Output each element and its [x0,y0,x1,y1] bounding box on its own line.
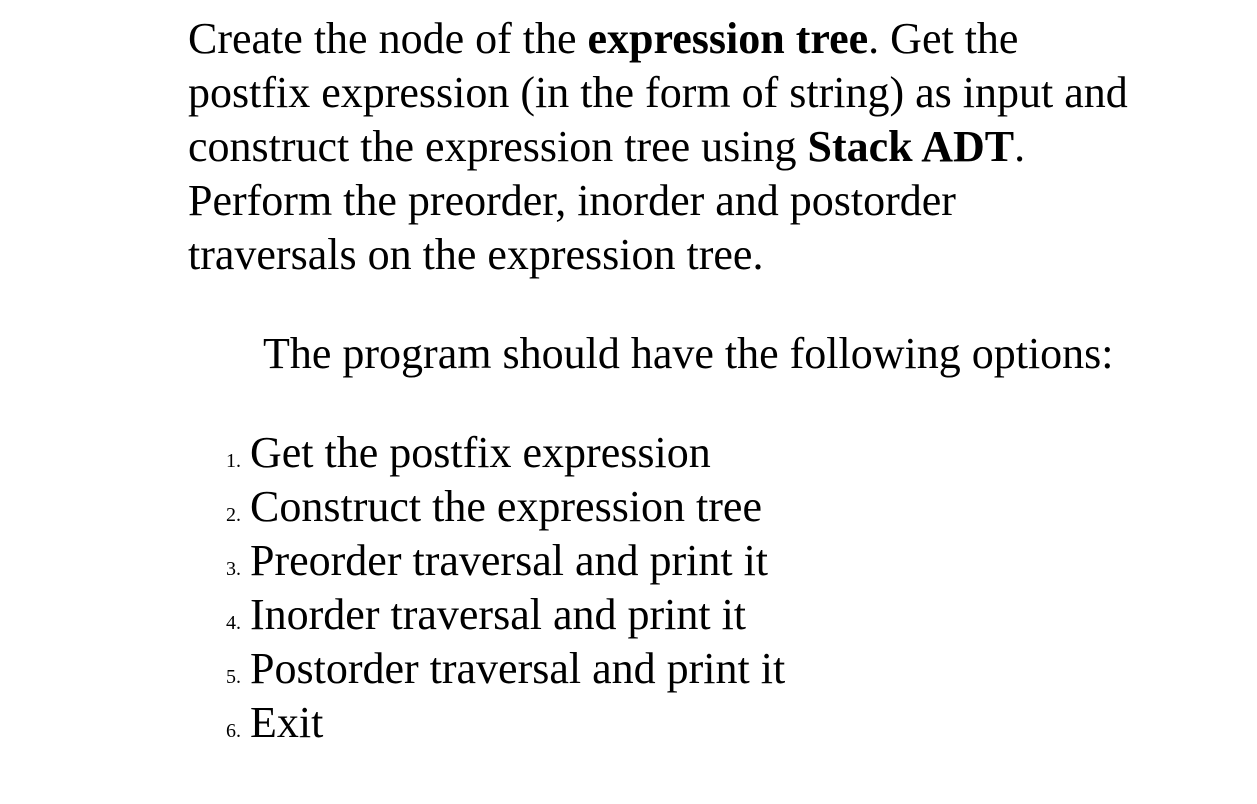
list-item [226,480,785,534]
paragraph-line-4: Perform the preorder, inorder and postorder [188,176,956,225]
instructions-paragraph [188,12,1228,282]
line-3-text-before: construct the expression tree using [188,122,808,171]
option-text: Exit [250,698,324,747]
stack-adt-term: Stack ADT [807,122,1015,171]
option-text: Preorder traversal and print it [250,536,769,585]
list-item [226,696,785,750]
option-number: 3. [226,558,241,580]
line-1-text-after: . Get the [868,14,1019,63]
line-1-text-before: Create the node of the [188,14,588,63]
list-item [226,426,785,480]
option-number: 6. [226,720,241,742]
options-heading: The program should have the following options: [263,329,1114,378]
option-number: 2. [226,504,241,526]
option-text: Get the postfix expression [250,428,711,477]
option-number: 5. [226,666,241,688]
list-item [226,642,785,696]
option-text: Construct the expression tree [250,482,762,531]
line-3-text-after: . [1014,122,1026,171]
paragraph-line-1 [188,12,1228,66]
paragraph-line-2: postfix expression (in the form of string) as input and [188,68,1128,117]
option-text: Inorder traversal and print it [250,590,747,639]
paragraph-line-3 [188,120,1228,174]
option-text: Postorder traversal and print it [250,644,786,693]
expression-tree-term: expression tree [587,14,869,63]
option-number: 4. [226,612,241,634]
options-list [226,426,785,750]
list-item [226,534,785,588]
list-item [226,588,785,642]
paragraph-line-5: traversals on the expression tree. [188,230,764,279]
option-number: 1. [226,450,241,472]
